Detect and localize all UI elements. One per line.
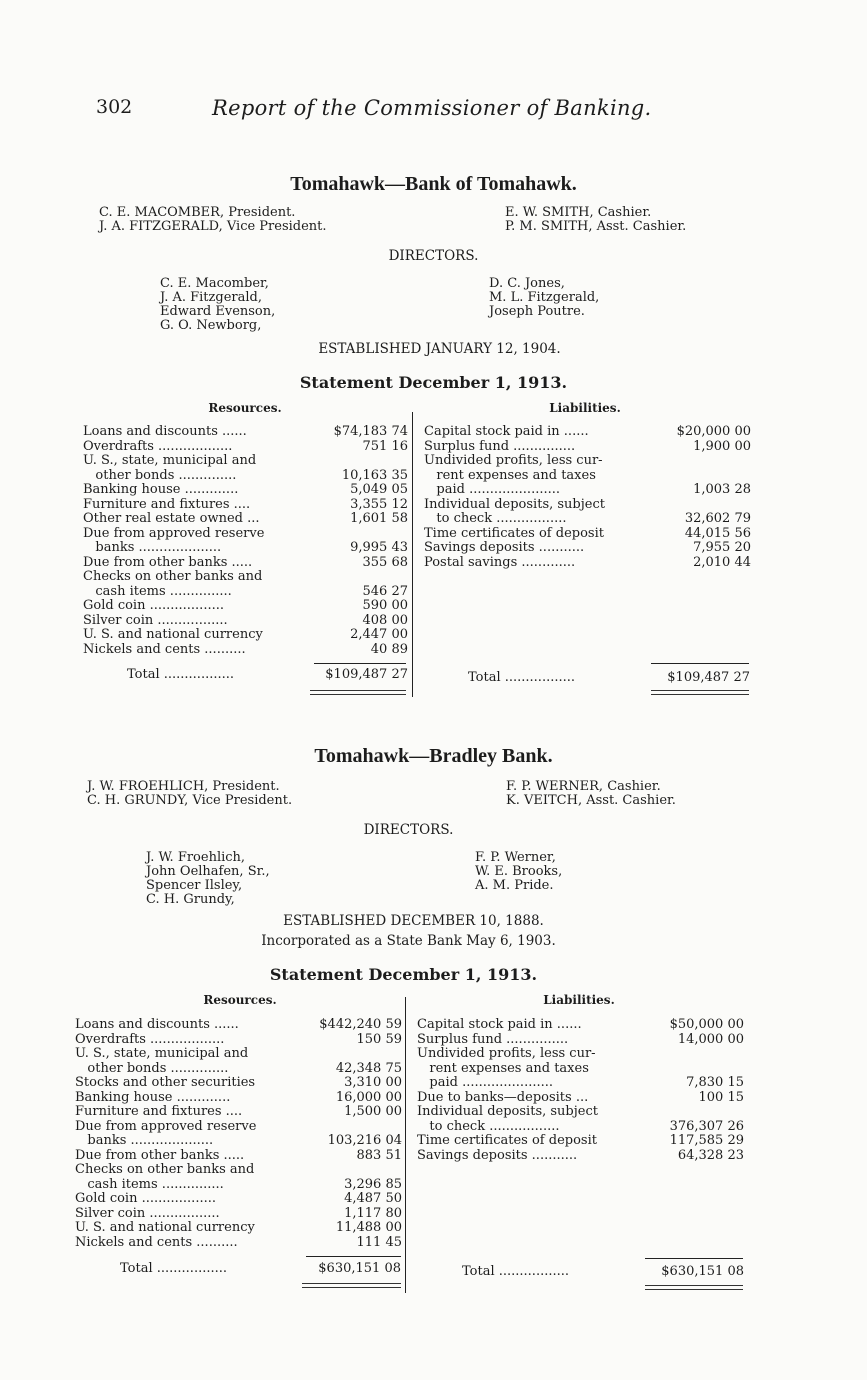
ledger-row [75,1149,402,1164]
director: D. C. Jones, [489,276,565,291]
director: J. W. Froehlich, [146,850,246,865]
officers-left [99,206,327,234]
ledger-row [83,469,408,484]
ledger-amount: 9,995 43 [350,540,408,555]
ledger-row [424,498,751,513]
bank-title: Tomahawk—Bradley Bank. [314,745,553,767]
ledger-amount: 1,500 00 [344,1104,402,1119]
ledger-row [417,1033,744,1048]
ledger-label: to check ................. [424,511,567,526]
ledger-row [417,1076,744,1091]
ledger-amount: 546 27 [362,583,408,599]
ledger-row [424,469,751,484]
ledger-amount: 16,000 00 [335,1089,402,1105]
double-rule [645,1285,743,1290]
liabilities-table [424,425,751,570]
established: ESTABLISHED DECEMBER 10, 1888. [283,913,544,929]
officer-vice-president: C. H. GRUNDY, Vice President. [87,793,293,808]
ledger-label: Overdrafts .................. [75,1031,225,1047]
director: C. H. Grundy, [146,892,235,907]
ledger-amount: 1,117 80 [344,1205,402,1221]
ledger-label: Nickels and cents .......... [83,641,246,657]
director: G. O. Newborg, [160,318,262,333]
total-amount: $630,151 08 [318,1261,401,1276]
officer-asst-cashier: K. VEITCH, Asst. Cashier. [506,793,676,808]
ledger-label: paid ...................... [417,1075,553,1090]
column-divider [405,997,406,1293]
directors-heading: DIRECTORS. [388,248,479,264]
ledger-row [83,512,408,527]
ledger-row [83,643,408,658]
ledger-row [424,556,751,571]
double-rule [302,1283,401,1288]
ledger-amount: 100 15 [698,1089,744,1105]
resources-total-row [120,1262,401,1277]
ledger-label: Due from approved reserve [83,525,265,541]
ledger-row [83,541,408,556]
ledger-row [83,570,408,585]
ledger-row [75,1047,402,1062]
ledger-label: rent expenses and taxes [417,1060,589,1076]
ledger-amount: 355 68 [362,554,408,570]
statement-title: Statement December 1, 1913. [299,373,568,392]
ledger-label: U. S., state, municipal and [75,1046,249,1061]
officers-right [506,780,676,808]
ledger-row [424,440,751,455]
liabilities-total-row [468,671,750,686]
ledger-label: banks .................... [75,1133,214,1148]
ledger-amount: 408 00 [362,612,408,628]
ledger-row [417,1134,744,1149]
resources-heading: Resources. [208,401,282,415]
column-divider [412,412,413,697]
ledger-label: Banking house ............. [75,1089,231,1105]
total-label: Total ................. [468,670,576,685]
directors-right [475,851,562,893]
ledger-amount: 7,830 15 [686,1075,744,1090]
ledger-amount: 1,900 00 [693,438,751,454]
ledger-label: Checks on other banks and [75,1162,255,1177]
ledger-label: Due to banks—deposits ... [417,1089,589,1105]
liabilities-heading: Liabilities. [543,993,615,1007]
ledger-amount: 4,487 50 [344,1191,402,1206]
ledger-row [83,599,408,614]
ledger-amount: 2,447 00 [350,627,408,642]
ledger-label: Undivided profits, less cur- [417,1046,596,1061]
ledger-amount: 14,000 00 [677,1031,744,1047]
ledger-row [83,556,408,571]
ledger-row [83,614,408,629]
statement-title: Statement December 1, 1913. [269,965,538,984]
officer-cashier: E. W. SMITH, Cashier. [505,205,652,220]
ledger-amount: 32,602 79 [684,511,751,526]
ledger-row [75,1076,402,1091]
total-amount: $630,151 08 [661,1264,744,1279]
resources-heading: Resources. [203,993,277,1007]
liabilities-heading: Liabilities. [549,401,621,415]
ledger-label: U. S., state, municipal and [83,453,257,468]
ledger-amount: 1,601 58 [350,511,408,526]
ledger-row [83,425,408,440]
ledger-row [83,585,408,600]
officers-right [505,206,686,234]
ledger-label: Individual deposits, subject [417,1104,598,1119]
ledger-label: other bonds .............. [83,467,237,483]
ledger-amount: 44,015 56 [684,525,751,541]
ledger-row [424,483,751,498]
director: John Oelhafen, Sr., [146,864,270,879]
liabilities-table [417,1018,744,1163]
ledger-label: Furniture and fixtures .... [83,496,251,512]
ledger-label: other bonds .............. [75,1060,229,1076]
ledger-amount: 883 51 [356,1147,402,1163]
ledger-row [75,1033,402,1048]
ledger-amount: 10,163 35 [341,467,408,483]
ledger-amount: 117,585 29 [669,1133,744,1148]
officer-president: C. E. MACOMBER, President. [99,205,296,220]
ledger-row [75,1134,402,1149]
ledger-amount: 111 45 [356,1234,402,1250]
ledger-row [75,1062,402,1077]
ledger-label: Due from other banks ..... [75,1147,245,1163]
ledger-label: Undivided profits, less cur- [424,453,603,468]
resources-table [83,425,408,657]
ledger-label: Furniture and fixtures .... [75,1104,243,1119]
ledger-row [75,1178,402,1193]
ledger-row [75,1207,402,1222]
total-rule [314,663,406,664]
ledger-row [417,1120,744,1135]
ledger-row [75,1236,402,1251]
ledger-label: banks .................... [83,540,222,555]
ledger-amount: 64,328 23 [677,1147,744,1163]
directors-right [489,277,599,319]
ledger-amount: $50,000 00 [669,1017,744,1032]
ledger-amount: 3,310 00 [344,1075,402,1090]
director: C. E. Macomber, [160,276,269,291]
officer-cashier: F. P. WERNER, Cashier. [506,779,661,794]
running-title: Report of the Commissioner of Banking. [212,96,652,120]
officer-vice-president: J. A. FITZGERALD, Vice President. [99,219,327,234]
directors-left [146,851,270,907]
ledger-label: Savings deposits ........... [417,1147,578,1163]
ledger-row [424,527,751,542]
director: Edward Evenson, [160,304,276,319]
ledger-label: Surplus fund ............... [424,438,576,454]
ledger-label: Time certificates of deposit [424,525,604,541]
ledger-amount: $442,240 59 [319,1017,402,1032]
ledger-row [417,1047,744,1062]
ledger-row [83,628,408,643]
ledger-label: Stocks and other securities [75,1075,256,1090]
ledger-label: U. S. and national currency [83,627,263,642]
resources-total-row [127,668,408,683]
ledger-row [75,1163,402,1178]
ledger-row [75,1091,402,1106]
officer-asst-cashier: P. M. SMITH, Asst. Cashier. [505,219,687,234]
total-rule [306,1256,401,1257]
ledger-row [417,1062,744,1077]
ledger-row [75,1221,402,1236]
total-amount: $109,487 27 [667,670,750,685]
officers-left [87,780,292,808]
ledger-label: Silver coin ................. [75,1205,220,1221]
ledger-amount: 5,049 05 [350,482,408,497]
director: M. L. Fitzgerald, [489,290,600,305]
ledger-label: Other real estate owned ... [83,511,260,526]
established: ESTABLISHED JANUARY 12, 1904. [318,341,561,357]
director: W. E. Brooks, [475,864,563,879]
director: Joseph Poutre. [489,304,585,319]
ledger-amount: 3,296 85 [344,1176,402,1192]
ledger-label: Due from other banks ..... [83,554,253,570]
ledger-amount: $74,183 74 [333,424,408,439]
ledger-label: Savings deposits ........... [424,540,585,555]
ledger-row [75,1105,402,1120]
incorporated: Incorporated as a State Bank May 6, 1903. [261,933,556,949]
ledger-label: rent expenses and taxes [424,467,596,483]
ledger-amount: 1,003 28 [693,482,751,497]
ledger-label: Silver coin ................. [83,612,228,628]
ledger-row [417,1149,744,1164]
ledger-amount: 590 00 [362,598,408,613]
ledger-label: U. S. and national currency [75,1220,255,1235]
ledger-amount: 42,348 75 [335,1060,402,1076]
ledger-label: cash items ............... [75,1176,224,1192]
ledger-amount: 751 16 [362,438,408,454]
ledger-row [424,541,751,556]
total-label: Total ................. [462,1264,570,1279]
ledger-label: Time certificates of deposit [417,1133,597,1148]
bank-title: Tomahawk—Bank of Tomahawk. [290,173,577,195]
ledger-amount: 7,955 20 [693,540,751,555]
total-rule [651,663,749,664]
running-head [0,96,867,124]
ledger-label: Individual deposits, subject [424,496,605,512]
ledger-row [417,1105,744,1120]
ledger-amount: 11,488 00 [335,1220,402,1235]
ledger-label: Capital stock paid in ...... [417,1017,582,1032]
ledger-label: paid ...................... [424,482,560,497]
ledger-label: Capital stock paid in ...... [424,424,589,439]
ledger-amount: 103,216 04 [327,1133,402,1148]
ledger-row [75,1192,402,1207]
double-rule [651,690,749,695]
ledger-label: Due from approved reserve [75,1118,257,1134]
total-amount: $109,487 27 [325,667,408,682]
total-label: Total ................. [127,667,235,682]
ledger-row [424,512,751,527]
ledger-label: Overdrafts .................. [83,438,233,454]
ledger-label: Checks on other banks and [83,569,263,584]
ledger-amount: 376,307 26 [669,1118,744,1134]
director: Spencer Ilsley, [146,878,243,893]
ledger-row [75,1018,402,1033]
ledger-label: Postal savings ............. [424,554,576,570]
directors-heading: DIRECTORS. [363,822,454,838]
directors-left [160,277,275,333]
ledger-row [417,1091,744,1106]
double-rule [310,690,406,695]
ledger-row [417,1018,744,1033]
liabilities-total-row [462,1265,744,1280]
total-rule [645,1258,743,1259]
director: J. A. Fitzgerald, [160,290,262,305]
ledger-label: Surplus fund ............... [417,1031,569,1047]
ledger-amount: 2,010 44 [693,554,751,570]
ledger-label: Loans and discounts ...... [83,424,247,439]
ledger-row [75,1120,402,1135]
ledger-label: Loans and discounts ...... [75,1017,239,1032]
ledger-label: Nickels and cents .......... [75,1234,238,1250]
ledger-amount: 3,355 12 [350,496,408,512]
page-number: 302 [96,96,133,118]
ledger-row [83,483,408,498]
resources-table [75,1018,402,1250]
ledger-label: Gold coin .................. [83,598,224,613]
ledger-row [83,527,408,542]
ledger-amount: 40 89 [370,641,408,657]
ledger-label: Gold coin .................. [75,1191,216,1206]
director: A. M. Pride. [475,878,554,893]
officer-president: J. W. FROEHLICH, President. [87,779,280,794]
ledger-amount: $20,000 00 [676,424,751,439]
director: F. P. Werner, [475,850,556,865]
ledger-amount: 150 59 [356,1031,402,1047]
ledger-row [83,440,408,455]
ledger-row [424,425,751,440]
ledger-label: to check ................. [417,1118,560,1134]
ledger-row [83,498,408,513]
ledger-label: cash items ............... [83,583,232,599]
ledger-row [83,454,408,469]
total-label: Total ................. [120,1261,228,1276]
ledger-label: Banking house ............. [83,482,239,497]
ledger-row [424,454,751,469]
